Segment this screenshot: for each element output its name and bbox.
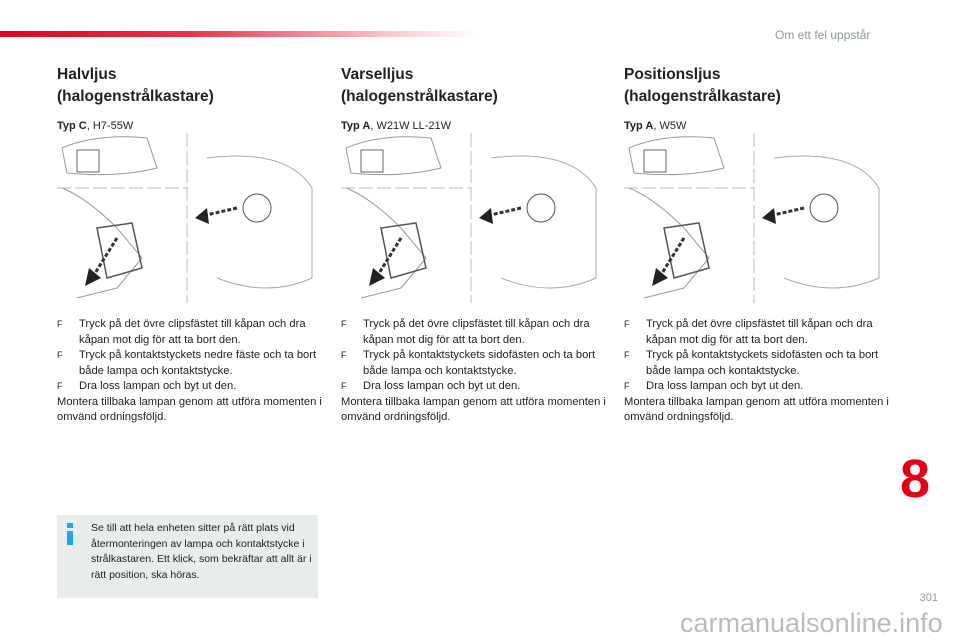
page-number: 301	[919, 592, 938, 604]
headlamp-illustration	[57, 128, 319, 308]
bullet-icon: F	[624, 350, 630, 360]
bullet-icon: F	[624, 381, 630, 391]
bullet-icon: F	[57, 350, 63, 360]
headlamp-illustration	[341, 128, 603, 308]
section-heading: Varselljus (halogenstrålkastare)	[341, 66, 498, 105]
bulb-type: Typ A, W5W	[624, 120, 687, 132]
step-item: F Dra loss lampan och byt ut den.	[341, 379, 611, 395]
info-box	[57, 515, 318, 598]
info-text: Se till att hela enheten sitter på rätt plats vid återmonteringen av lampa och kontaktstycke i strålkastaren. Ett klick, som bekräftar att allt är i rätt position, ska höras.	[91, 522, 312, 581]
section-title: Om ett fel uppstår	[775, 28, 871, 42]
bulb-section	[341, 64, 601, 132]
bulb-type: Typ A, W21W LL-21W	[341, 120, 452, 132]
bullet-icon: F	[57, 319, 63, 329]
bullet-icon: F	[341, 381, 347, 391]
headlamp-illustration	[624, 128, 886, 308]
instruction-steps	[624, 317, 894, 426]
reassembly-note: Montera tillbaka lampan genom att utföra momenten i omvänd ordningsföljd.	[57, 395, 322, 423]
step-item: F Tryck på det övre clipsfästet till kåpan och dra kåpan mot dig för att ta bort den.	[624, 318, 873, 346]
bulb-section	[57, 64, 317, 132]
step-item: F Dra loss lampan och byt ut den.	[57, 379, 327, 395]
instruction-steps	[57, 317, 327, 426]
bulb-section	[624, 64, 884, 132]
header-accent-bar	[0, 31, 480, 37]
watermark: carmanualsonline.info	[680, 608, 943, 638]
bullet-icon: F	[341, 319, 347, 329]
step-item: F Tryck på det övre clipsfästet till kåpan och dra kåpan mot dig för att ta bort den.	[57, 318, 306, 346]
section-heading: Positionsljus (halogenstrålkastare)	[624, 66, 781, 105]
bulb-type: Typ C, H7-55W	[57, 120, 134, 132]
step-item: F Tryck på det övre clipsfästet till kåpan och dra kåpan mot dig för att ta bort den.	[341, 318, 590, 346]
section-heading: Halvljus (halogenstrålkastare)	[57, 66, 214, 105]
chapter-number: 8	[900, 449, 931, 509]
reassembly-note: Montera tillbaka lampan genom att utföra momenten i omvänd ordningsföljd.	[341, 395, 606, 423]
instruction-steps	[341, 317, 611, 426]
bullet-icon: F	[57, 381, 63, 391]
step-item: F Tryck på kontaktstyckets sidofästen och ta bort både lampa och kontaktstycke.	[341, 349, 596, 377]
step-item: F Dra loss lampan och byt ut den.	[624, 379, 894, 395]
reassembly-note: Montera tillbaka lampan genom att utföra momenten i omvänd ordningsföljd.	[624, 395, 889, 423]
bullet-icon: F	[341, 350, 347, 360]
bullet-icon: F	[624, 319, 630, 329]
step-item: F Tryck på kontaktstyckets nedre fäste och ta bort både lampa och kontaktstycke.	[57, 349, 317, 377]
info-icon	[67, 523, 73, 545]
step-item: F Tryck på kontaktstyckets sidofästen och ta bort både lampa och kontaktstycke.	[624, 349, 879, 377]
